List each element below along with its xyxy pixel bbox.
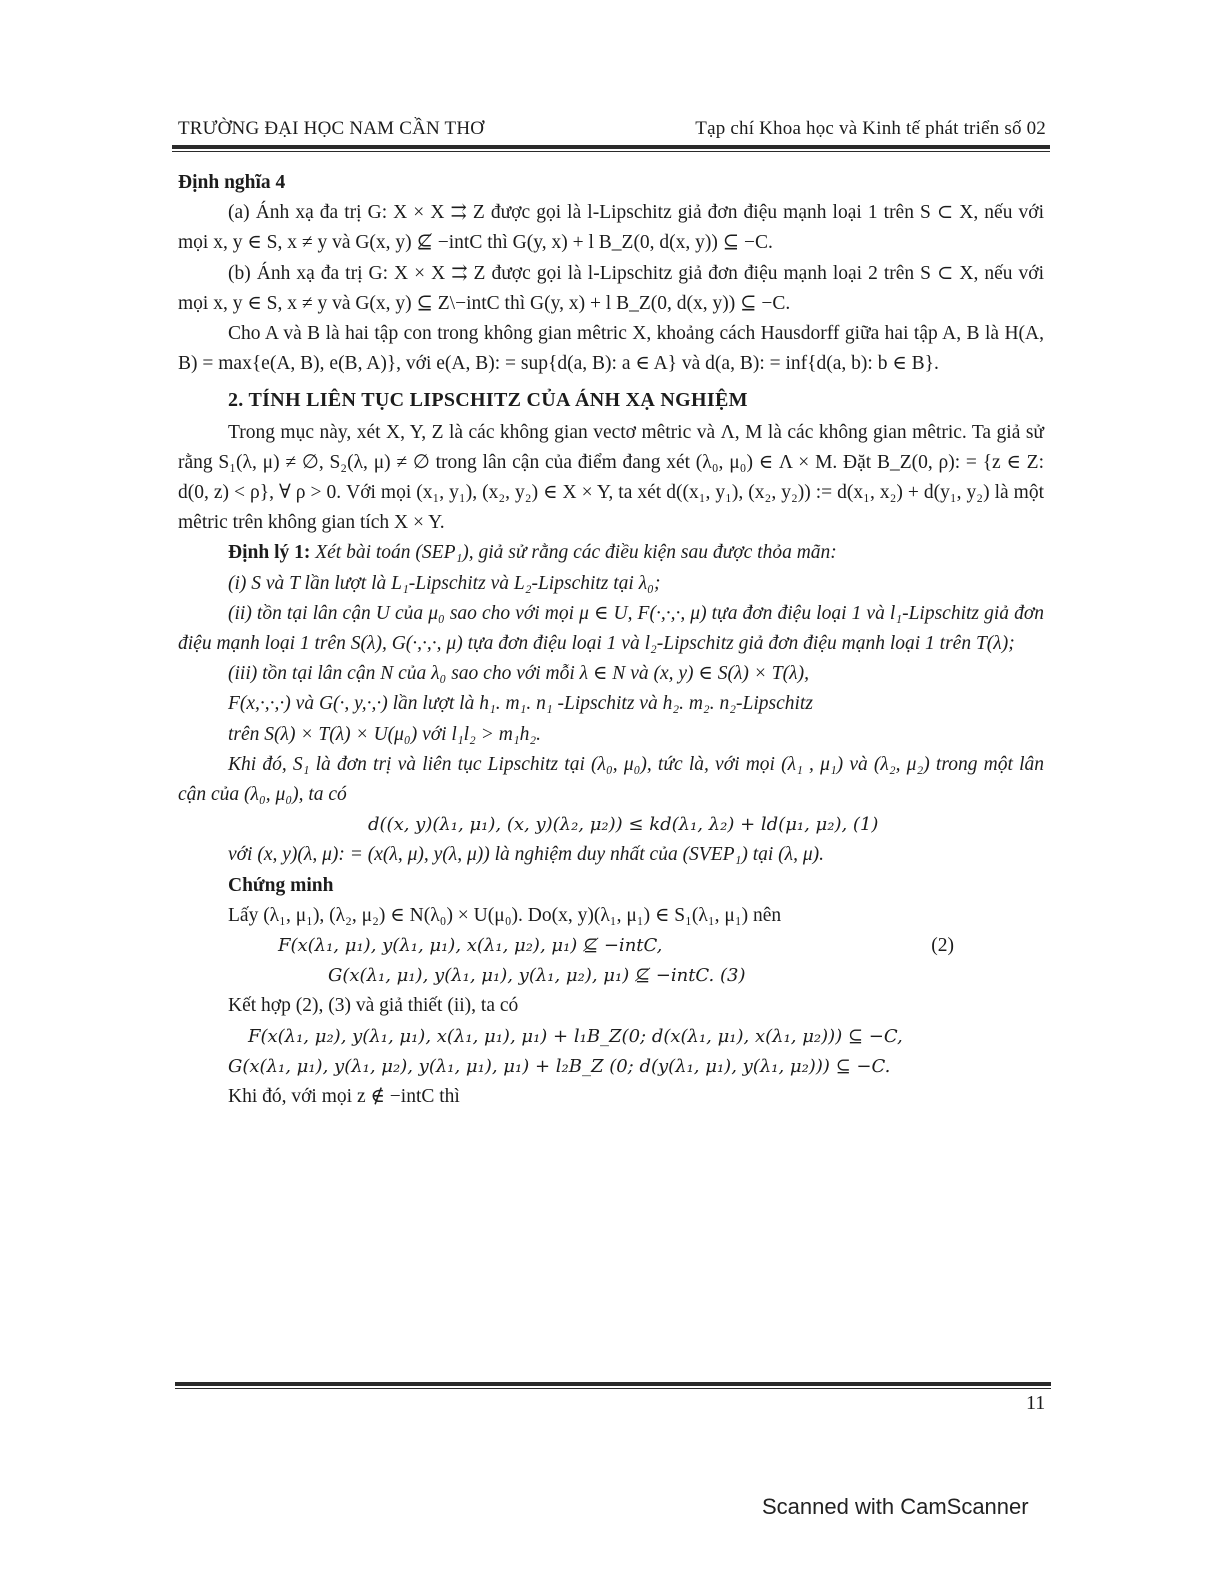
theorem-label: Định lý 1: xyxy=(228,542,311,564)
main-text xyxy=(178,168,1044,1112)
proof-line-2: Kết hợp (2), (3) và giả thiết (ii), ta có xyxy=(228,995,519,1017)
theorem-conclusion: Khi đó, S₁ là đơn trị và liên tục Lipschitz tại (λ₀, μ₀), tức là, với mọi (λ₁ , μ₁) và (λ₂, μ₂) trong một lân cận của (λ₀, μ₀), ta có xyxy=(178,753,1044,806)
proof-title: Chứng minh xyxy=(228,874,334,896)
equation-4: F(x(λ₁, μ₂), y(λ₁, μ₁), x(λ₁, μ₁), μ₁) + l₁B_Z(0; d(x(λ₁, μ₁), x(λ₁, μ₂))) ⊆ −C, xyxy=(248,1025,903,1047)
definition-part-b: (b) Ánh xạ đa trị G: X × X ⇉ Z được gọi là l-Lipschitz giả đơn điệu mạnh loại 2 trên S ⊂ X, nếu với mọi x, y ∈ S, x ≠ y và G(x, y) ⊆ Z\−intC thì G(y, x) + l B_Z(0, d(x, y)) ⊆ −C. xyxy=(178,262,1044,314)
equation-2-number: (2) xyxy=(931,935,954,957)
theorem-where: với (x, y)(λ, μ): = (x(λ, μ), y(λ, μ)) là nghiệm duy nhất của (SVEP₁) tại (λ, μ). xyxy=(228,844,824,866)
definition-part-a: (a) Ánh xạ đa trị G: X × X ⇉ Z được gọi là l-Lipschitz giả đơn điệu mạnh loại 1 trên S ⊂ X, nếu với mọi x, y ∈ S, x ≠ y và G(x, y) ⊈ −intC thì G(y, x) + l B_Z(0, d(x, y)) ⊆ −C. xyxy=(178,202,1044,254)
equation-2: F(x(λ₁, μ₁), y(λ₁, μ₁), x(λ₁, μ₂), μ₁) ⊈ −intC, xyxy=(278,935,663,957)
condition-iii-line2: F(x,·,·,·) và G(·, y,·,·) lần lượt là h₁. m₁. n₁ -Lipschitz và h₂. m₂. n₂-Lipschitz xyxy=(228,693,813,715)
equation-3: G(x(λ₁, μ₁), y(λ₁, μ₁), y(λ₁, μ₂), μ₁) ⊈ −intC. (3) xyxy=(328,965,746,987)
definition-title: Định nghĩa 4 xyxy=(178,172,286,193)
equation-1: d((x, y)(λ₁, μ₁), (x, y)(λ₂, μ₂)) ≤ kd(λ₁, λ₂) + ld(μ₁, μ₂), (1) xyxy=(368,814,879,836)
footer-rule xyxy=(175,1382,1051,1386)
header-rule xyxy=(172,145,1050,149)
footer-rule-thin xyxy=(175,1388,1051,1389)
section-heading: 2. TÍNH LIÊN TỤC LIPSCHITZ CỦA ÁNH XẠ NGHIỆM xyxy=(228,389,748,412)
header-journal: Tạp chí Khoa học và Kinh tế phát triển số 02 xyxy=(695,118,1046,139)
proof-line-3: Khi đó, với mọi z ∉ −intC thì xyxy=(228,1086,460,1108)
theorem-text: Xét bài toán (SEP₁), giả sử rằng các điều kiện sau được thỏa mãn: xyxy=(315,542,837,564)
equation-5: G(x(λ₁, μ₁), y(λ₁, μ₂), y(λ₁, μ₁), μ₁) + l₂B_Z (0; d(y(λ₁, μ₁), y(λ₁, μ₂))) ⊆ −C. xyxy=(228,1055,891,1077)
condition-iii-line3: trên S(λ) × T(λ) × U(μ₀) với l₁l₂ > m₁h₂. xyxy=(228,723,541,745)
running-header xyxy=(172,114,1052,144)
scanner-watermark: Scanned with CamScanner xyxy=(762,1494,1029,1519)
condition-i: (i) S và T lần lượt là L₁-Lipschitz và L₂-Lipschitz tại λ₀; xyxy=(228,572,661,594)
section-intro: Trong mục này, xét X, Y, Z là các không gian vectơ mêtric và Λ, M là các không gian mêtric. Ta giả sử rằng S₁(λ, μ) ≠ ∅, S₂(λ, μ) ≠ ∅ trong lân cận của điểm đang xét (λ₀, μ₀) ∈ Λ × M. Đặt B_Z(0, ρ): = {z ∈ Z: d(0, z) < ρ}, ∀ ρ > 0. Với mọi (x₁, y₁), (x₂, y₂) ∈ X × Y, ta xét d((x₁, y₁), (x₂, y₂)) := d(x₁, x₂) + d(y₁, y₂) là một mêtric trên không gian tích X × Y. xyxy=(178,421,1044,534)
proof-line-1: Lấy (λ₁, μ₁), (λ₂, μ₂) ∈ N(λ₀) × U(μ₀). Do(x, y)(λ₁, μ₁) ∈ S₁(λ₁, μ₁) nên xyxy=(228,904,782,926)
equation-2-row xyxy=(178,931,1044,961)
condition-ii: (ii) tồn tại lân cận U của μ₀ sao cho với mọi μ ∈ U, F(·,·,·, μ) tựa đơn điệu loại 1 và l₁-Lipschitz giả đơn điệu mạnh loại 1 trên S(λ), G(·,·,·, μ) tựa đơn điệu loại 1 và l₂-Lipschitz giả đơn điệu mạnh loại 1 trên T(λ); xyxy=(178,602,1044,655)
page-number: 11 xyxy=(1026,1392,1046,1414)
header-institution: TRƯỜNG ĐẠI HỌC NAM CẦN THƠ xyxy=(178,118,485,139)
theorem-statement xyxy=(178,538,1044,568)
condition-iii-line1: (iii) tồn tại lân cận N của λ₀ sao cho với mỗi λ ∈ N và (x, y) ∈ S(λ) × T(λ), xyxy=(228,663,809,685)
hausdorff-distance: Cho A và B là hai tập con trong không gian mêtric X, khoảng cách Hausdorff giữa hai tập A, B là H(A, B) = max{e(A, B), e(B, A)}, với e(A, B): = sup{d(a, B): a ∈ A} và d(a, B): = inf{d(a, b): b ∈ B}. xyxy=(178,323,1044,375)
header-rule-thin xyxy=(172,151,1050,152)
